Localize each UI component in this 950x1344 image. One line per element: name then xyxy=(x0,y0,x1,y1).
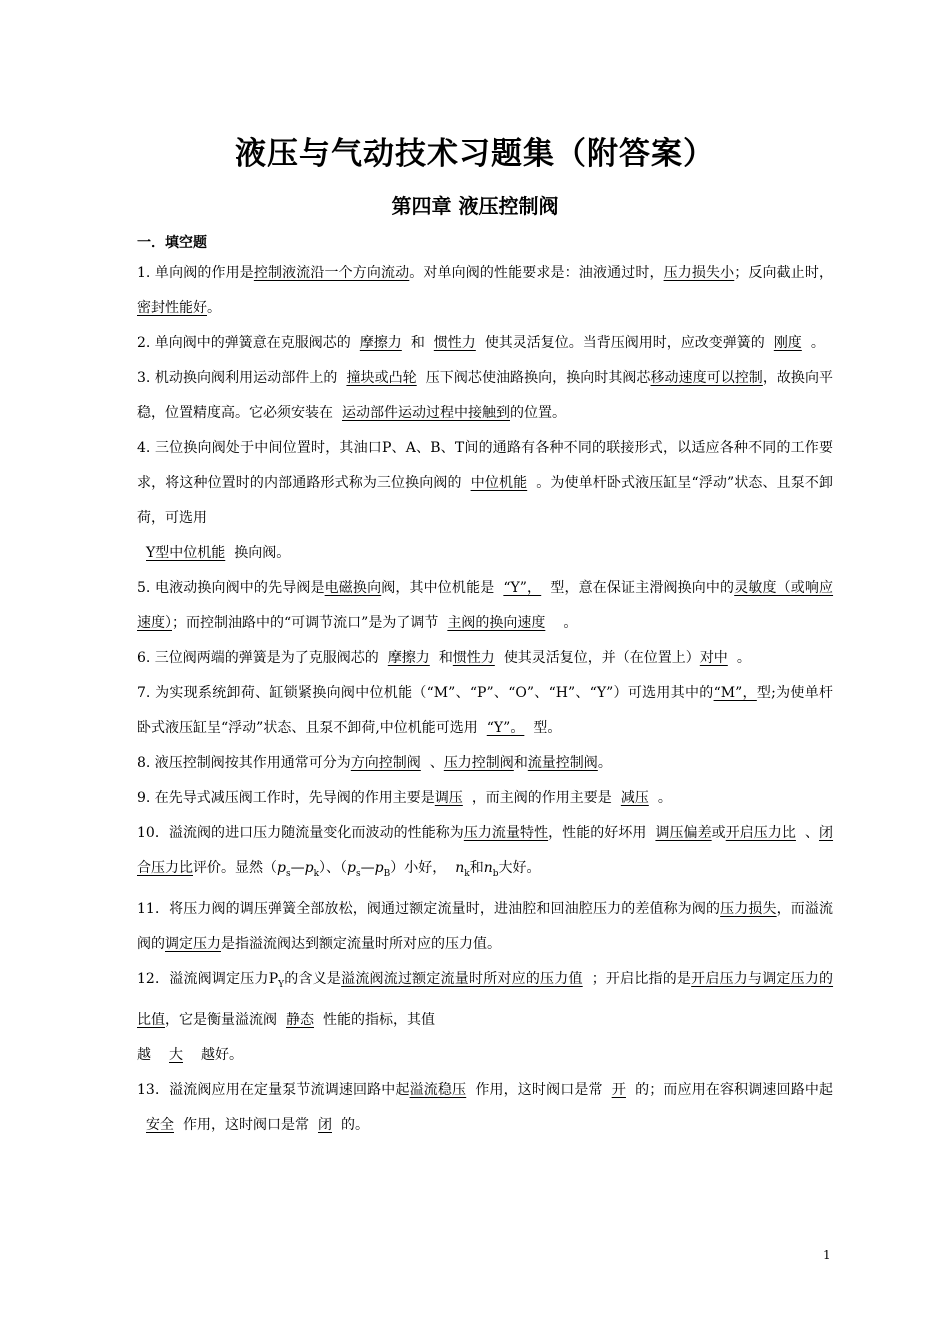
question-7: 7. 为实现系统卸荷、缸锁紧换向阀中位机能（“M”、“P”、“O”、“H”、“Y”）可选用其中的“M”，型;为使单杆卧式液压缸呈“浮动”状态、且泵不卸荷,中位机能可选用 “Y”。 型。 xyxy=(137,685,834,736)
answer-blank: 流量控制阀 xyxy=(527,755,598,771)
answer-blank: 开 xyxy=(611,1081,626,1098)
answer-blank: 压力流量特性 xyxy=(463,825,549,841)
question-11: 11．将压力阀的调压弹簧全部放松，阀通过额定流量时，进油腔和回油腔压力的差值称为阀的压力损失，而溢流阀的调定压力是指溢流阀达到额定流量时所对应的压力值。 xyxy=(137,900,834,952)
section-heading: 一．填空题 xyxy=(137,235,207,251)
answer-blank: 开启压力与调定压力的比值 xyxy=(137,970,834,1028)
answer-blank: 溢流阀流过额定流量时所对应的压力值 xyxy=(341,970,583,987)
answer-blank: 方向控制阀 xyxy=(350,755,421,771)
question-3: 3. 机动换向阀利用运动部件上的 撞块或凸轮 压下阀芯使油路换向，换向时其阀芯移动速度可以控制，故换向平稳，位置精度高。它必须安装在 运动部件运动过程中接触到的位置。 xyxy=(137,370,834,421)
answer-blank: 运动部件运动过程中接触到 xyxy=(342,405,510,421)
answer-blank: 压力控制阀 xyxy=(443,755,514,771)
answer-blank: 摩擦力 xyxy=(359,335,402,351)
answer-blank: 摩擦力 xyxy=(387,650,430,666)
document-title: 液压与气动技术习题集（附答案） xyxy=(235,136,715,172)
answer-blank: 惯性力 xyxy=(452,650,495,666)
answer-blank: 压力损失 xyxy=(720,900,777,917)
question-6: 6. 三位阀两端的弹簧是为了克服阀芯的 摩擦力 和惯性力 使其灵活复位，并（在位置上）对中 。 xyxy=(137,650,751,666)
answer-blank: 溢流稳压 xyxy=(409,1081,467,1098)
answer-blank: 主阀的换向速度 xyxy=(447,615,546,631)
answer-blank: 静态 xyxy=(286,1011,314,1028)
answer-blank: 电磁换向 xyxy=(324,580,382,596)
answer-blank: 密封性能好 xyxy=(137,300,207,316)
answer-blank: 撞块或凸轮 xyxy=(346,370,417,386)
question-5: 5. 电液动换向阀中的先导阀是电磁换向阀，其中位机能是 “Y”， 型，意在保证主滑阀换向中的灵敏度（或响应速度）；而控制油路中的“可调节流口”是为了调节 主阀的换向速度 。 xyxy=(137,580,834,631)
question-12: 12．溢流阀调定压力$P_Y$的含义是溢流阀流过额定流量时所对应的压力值 ；开启比指的是开启压力与调定压力的比值，它是衡量溢流阀 静态 性能的指标，其值 越 大 越好。 xyxy=(137,970,834,1063)
question-4: 4. 三位换向阀处于中间位置时，其油口P、A、B、T间的通路有各种不同的联接形式，以适应各种不同的工作要求，将这种位置时的内部通路形式称为三位换向阀的 中位机能 。为使单杆卧式液压缸呈“浮动”状态、且泵不卸荷，可选用 Y型中位机能 换向阀。 xyxy=(137,440,833,561)
answer-blank: 调定压力 xyxy=(165,935,221,952)
question-2: 2. 单向阀中的弹簧意在克服阀芯的 摩擦力 和 惯性力 使其灵活复位。当背压阀用时，应改变弹簧的 刚度 。 xyxy=(137,335,825,351)
answer-blank: 开启压力比 xyxy=(725,825,796,841)
answer-blank: 闭合压力比 xyxy=(137,825,834,876)
answer-blank: 移动速度可以控制 xyxy=(650,370,763,386)
answer-blank: 安全 xyxy=(146,1116,174,1133)
answer-blank: 闭 xyxy=(318,1116,332,1133)
answer-blank: 控制液流沿一个方向流动 xyxy=(253,265,410,281)
answer-blank: 调压 xyxy=(434,790,463,806)
page-number: 1 xyxy=(823,1248,831,1262)
answer-blank: 大 xyxy=(169,1046,183,1063)
answer-blank: “M”， xyxy=(713,685,757,701)
answer-blank: 压力损失小 xyxy=(663,265,735,281)
question-1: 1. 单向阀的作用是控制液流沿一个方向流动。对单向阀的性能要求是：油液通过时，压力损失小；反向截止时，密封性能好。 xyxy=(137,265,834,316)
answer-blank: 灵敏度（或响应速度） xyxy=(137,580,834,631)
answer-blank: 对中 xyxy=(699,650,728,666)
answer-blank: 中位机能 xyxy=(470,475,528,491)
answer-blank: 减压 xyxy=(620,790,649,806)
answer-blank: 惯性力 xyxy=(433,335,476,351)
question-list xyxy=(137,256,833,1143)
answer-blank: 调压偏差 xyxy=(655,825,712,841)
question-13: 13．溢流阀应用在定量泵节流调速回路中起溢流稳压 作用，这时阀口是常 开 的；而应用在容积调速回路中起安全 作用，这时阀口是常 闭 的。 xyxy=(137,1081,834,1133)
answer-blank: Y型中位机能 xyxy=(146,545,226,561)
question-9: 9. 在先导式减压阀工作时，先导阀的作用主要是调压 ，而主阀的作用主要是 减压 。 xyxy=(137,790,672,806)
answer-blank: 刚度 xyxy=(773,335,802,351)
answer-blank: “Y”， xyxy=(503,580,542,596)
question-8: 8. 液压控制阀按其作用通常可分为方向控制阀 、压力控制阀和流量控制阀。 xyxy=(137,755,612,771)
chapter-heading: 第四章 液压控制阀 xyxy=(391,194,559,218)
answer-blank: “Y”。 xyxy=(486,720,525,736)
question-10: 10．溢流阀的进口压力随流量变化而波动的性能称为压力流量特性，性能的好坏用 调压偏差或开启压力比 、闭合压力比评价。显然$(p_s—p_k)$、$(p_s—p_B)$小好， $n_k$和$n_b$大好。 xyxy=(137,825,834,879)
